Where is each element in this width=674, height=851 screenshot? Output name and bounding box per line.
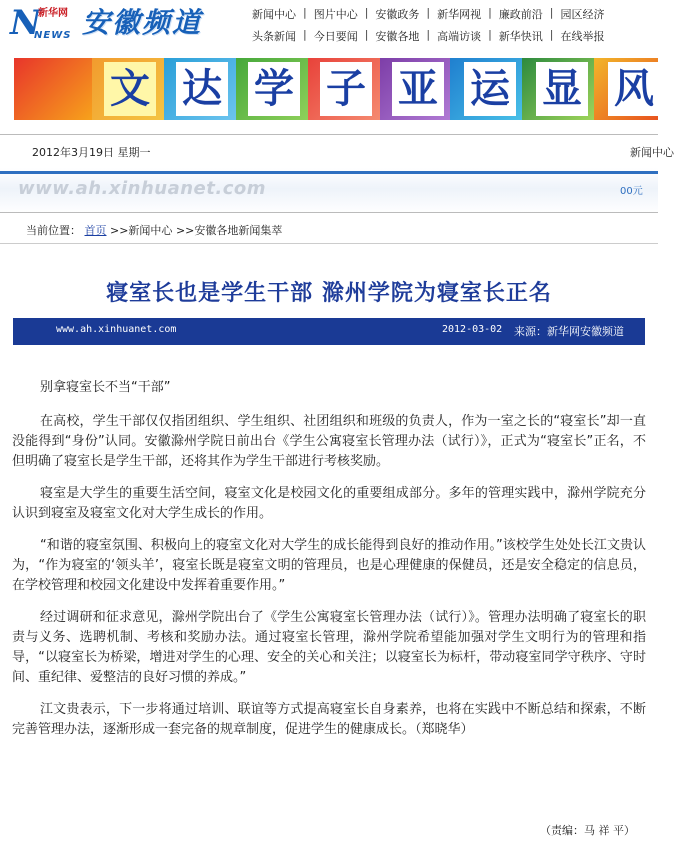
breadcrumb-label: 当前位置： [26, 224, 81, 237]
nav-link[interactable]: 今日要闻 [313, 30, 358, 43]
divider [0, 134, 658, 135]
article-title: 寝室长也是学生干部 滁州学院为寝室长正名 [106, 281, 552, 306]
banner-char: 达 [176, 62, 228, 116]
article-source: 来源：新华网安徽频道 [514, 325, 624, 338]
nav-separator: | [357, 6, 376, 19]
nav-link[interactable]: 头条新闻 [252, 30, 296, 43]
editor-credit: （责编：马 祥 平） [540, 824, 635, 837]
nav-link[interactable]: 园区经济 [560, 8, 605, 21]
promo-banner[interactable] [14, 58, 658, 120]
news-center-link[interactable]: 新闻中心 [630, 146, 674, 159]
banner-char: 运 [464, 62, 516, 116]
channel-title[interactable]: 安徽频道 [82, 6, 203, 39]
nav-link[interactable]: 新闻中心 [252, 8, 296, 21]
nav-link[interactable]: 在线举报 [560, 30, 605, 43]
banner-char: 风 [608, 62, 660, 116]
logo-n-letter: N [10, 3, 42, 43]
nav-link[interactable]: 安徽政务 [375, 8, 420, 21]
nav-link[interactable]: 廉政前沿 [498, 8, 543, 21]
logo-news-text: NEWS [34, 30, 72, 41]
article-paragraph: 江文贵表示，下一步将通过培训、联谊等方式提高寝室长自身素养，也将在实践中不断总结和探索，不断完善管理办法，逐渐形成一套完备的规章制度，促进学生的健康成长。（郑晓华） [12, 702, 646, 737]
breadcrumb-item[interactable]: >>安徽各地新闻集萃 [175, 224, 283, 237]
article-body [12, 378, 646, 752]
nav-link[interactable]: 安徽各地 [375, 30, 420, 43]
nav-separator: | [296, 6, 314, 19]
nav-separator: | [542, 6, 561, 19]
logo-xinhua-text: 新华网 [38, 8, 68, 19]
article-paragraph: 经过调研和征求意见，滁州学院出台了《学生公寓寝室长管理办法（试行）》。管理办法明确了寝室长的职责与义务、选聘机制、考核和奖励办法。通过寝室长管理，滁州学院希望能加强对学生文明行为的管理和指导，“以寝室长为桥梁，增进对学生的心理、安全的关心和关注；以寝室长为标杆，带动寝室同学守秩序、守时间、重纪律、爱整洁的良好习惯的养成。” [12, 610, 646, 685]
current-date: 2012年3月19日 星期一 [32, 146, 151, 159]
article-paragraph: 在高校，学生干部仅仅指团组织、学生组织、社团组织和班级的负责人，作为一室之长的“寝室长”却一直没能得到“身份”认同。安徽滁州学院日前出台《学生公寓寝室长管理办法（试行）》，正式为“寝室长”正名，不但明确了寝室长是学生干部，还将其作为学生干部进行考核奖励。 [12, 414, 646, 469]
article-subhead: 别拿寝室长不当“干部” [40, 380, 171, 395]
banner-char: 学 [248, 62, 300, 116]
breadcrumb-item[interactable]: >>新闻中心 [110, 224, 173, 237]
band-top-line [0, 171, 658, 174]
nav-link[interactable]: 新华网视 [437, 8, 482, 21]
ticker-fragment: 00元 [620, 186, 643, 197]
top-nav-row-2 [252, 28, 605, 44]
divider [0, 212, 658, 213]
divider [0, 243, 658, 244]
article-date: 2012-03-02 [442, 324, 503, 335]
article-paragraph: “和谐的寝室氛围、积极向上的寝室文化对大学生的成长能得到良好的推动作用。”该校学生处处长江文贵认为，“作为寝室的‘领头羊’，寝室长既是寝室文明的管理员，也是心理健康的保健员，还是安全稳定的信息员，在学校管理和校园文化建设中发挥着重要作用。” [12, 538, 646, 593]
nav-link[interactable]: 高端访谈 [437, 30, 482, 43]
nav-separator: | [481, 28, 499, 41]
nav-separator: | [481, 6, 499, 19]
nav-separator: | [419, 6, 438, 19]
banner-char: 显 [536, 62, 588, 116]
nav-link[interactable]: 新华快讯 [498, 30, 543, 43]
breadcrumb-home-link[interactable]: 首页 [84, 224, 107, 237]
top-nav-row-1 [252, 6, 605, 22]
breadcrumb [26, 222, 282, 238]
banner-char: 文 [104, 62, 156, 116]
nav-separator: | [296, 28, 314, 41]
site-url-watermark: www.ah.xinhuanet.com [18, 178, 266, 199]
nav-link[interactable]: 图片中心 [313, 8, 358, 21]
nav-separator: | [419, 28, 438, 41]
nav-separator: | [542, 28, 561, 41]
nav-separator: | [357, 28, 376, 41]
banner-char: 亚 [392, 62, 444, 116]
article-site-url: www.ah.xinhuanet.com [56, 324, 177, 335]
banner-char: 子 [320, 62, 372, 116]
article-paragraph: 寝室是大学生的重要生活空间，寝室文化是校园文化的重要组成部分。多年的管理实践中，滁州学院充分认识到寝室及寝室文化对大学生成长的作用。 [12, 486, 646, 521]
